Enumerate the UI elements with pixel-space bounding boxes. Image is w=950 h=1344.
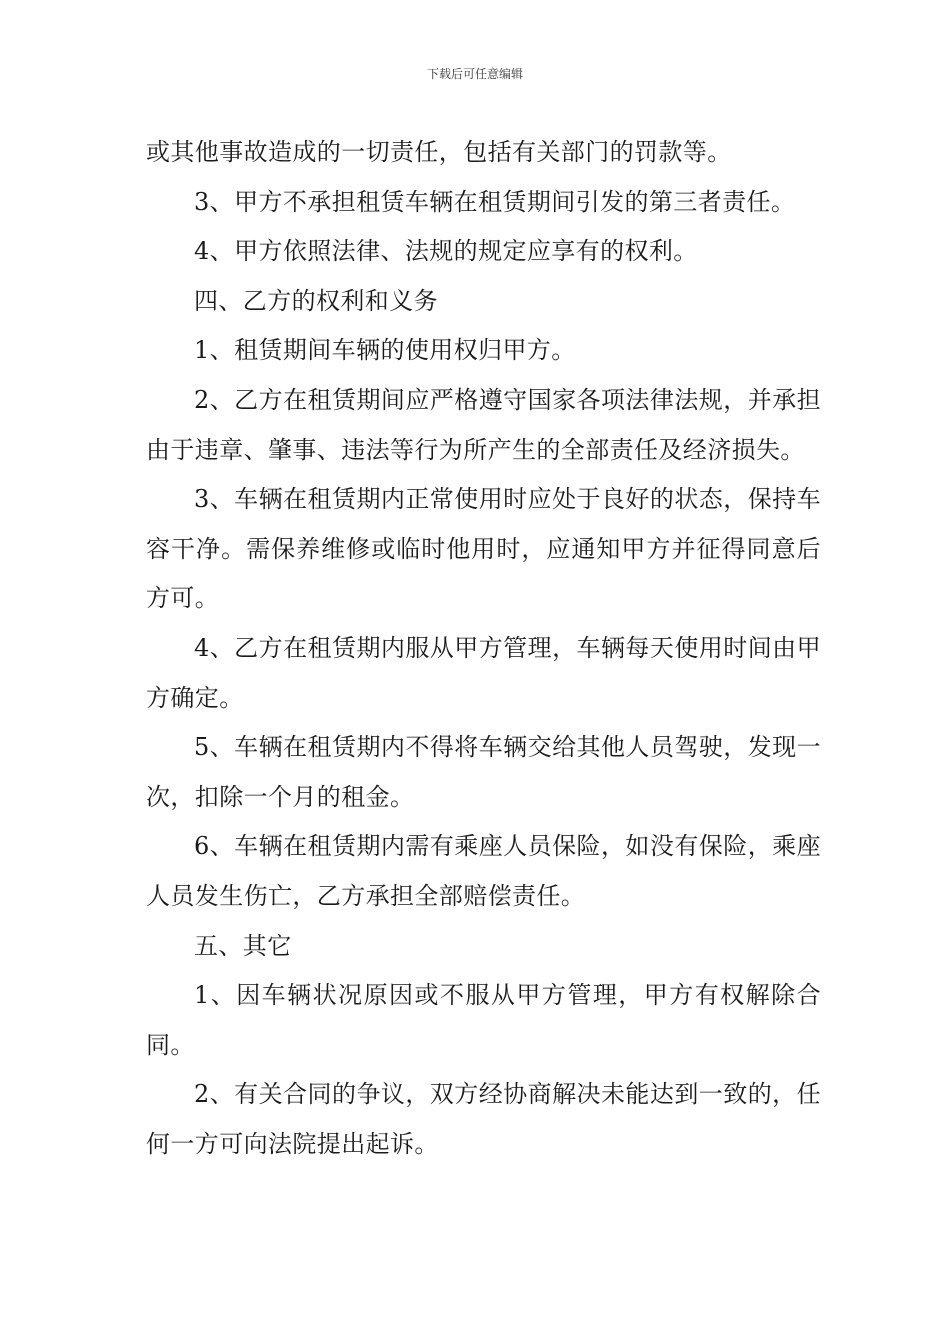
document-body bbox=[146, 128, 821, 1169]
paragraph-clause-4-rights: 4、甲方依照法律、法规的规定应享有的权利。 bbox=[194, 237, 698, 266]
paragraph-b-clause-1: 1、租赁期间车辆的使用权归甲方。 bbox=[194, 336, 576, 365]
page-header: 下载后可任意编辑 bbox=[426, 67, 523, 81]
paragraph-b-clause-2: 2、乙方在租赁期间应严格遵守国家各项法律法规，并承担由于违章、肇事、违法等行为所产生的全部责任及经济损失。 bbox=[146, 385, 821, 464]
paragraph-b-clause-5: 5、车辆在租赁期内不得将车辆交给其他人员驾驶，发现一次，扣除一个月的租金。 bbox=[146, 733, 821, 811]
paragraph-clause-3-third-party: 3、甲方不承担租赁车辆在租赁期间引发的第三者责任。 bbox=[194, 187, 796, 216]
section-heading-other: 五、其它 bbox=[194, 931, 292, 960]
paragraph-b-clause-3: 3、车辆在租赁期内正常使用时应处于良好的状态，保持车容干净。需保养维修或临时他用时，应通知甲方并征得同意后方可。 bbox=[146, 485, 821, 613]
paragraph-b-clause-4: 4、乙方在租赁期内服从甲方管理，车辆每天使用时间由甲方确定。 bbox=[146, 633, 821, 712]
paragraph-other-clause-1: 1、因车辆状况原因或不服从甲方管理，甲方有权解除合同。 bbox=[146, 981, 821, 1059]
paragraph-liability-continued: 或其他事故造成的一切责任，包括有关部门的罚款等。 bbox=[146, 138, 732, 166]
paragraph-b-clause-6: 6、车辆在租赁期内需有乘座人员保险，如没有保险，乘座人员发生伤亡，乙方承担全部赔偿责任。 bbox=[146, 832, 821, 910]
section-heading-party-b: 四、乙方的权利和义务 bbox=[194, 286, 438, 315]
paragraph-other-clause-2: 2、有关合同的争议，双方经协商解决未能达到一致的，任何一方可向法院提出起诉。 bbox=[146, 1080, 821, 1158]
